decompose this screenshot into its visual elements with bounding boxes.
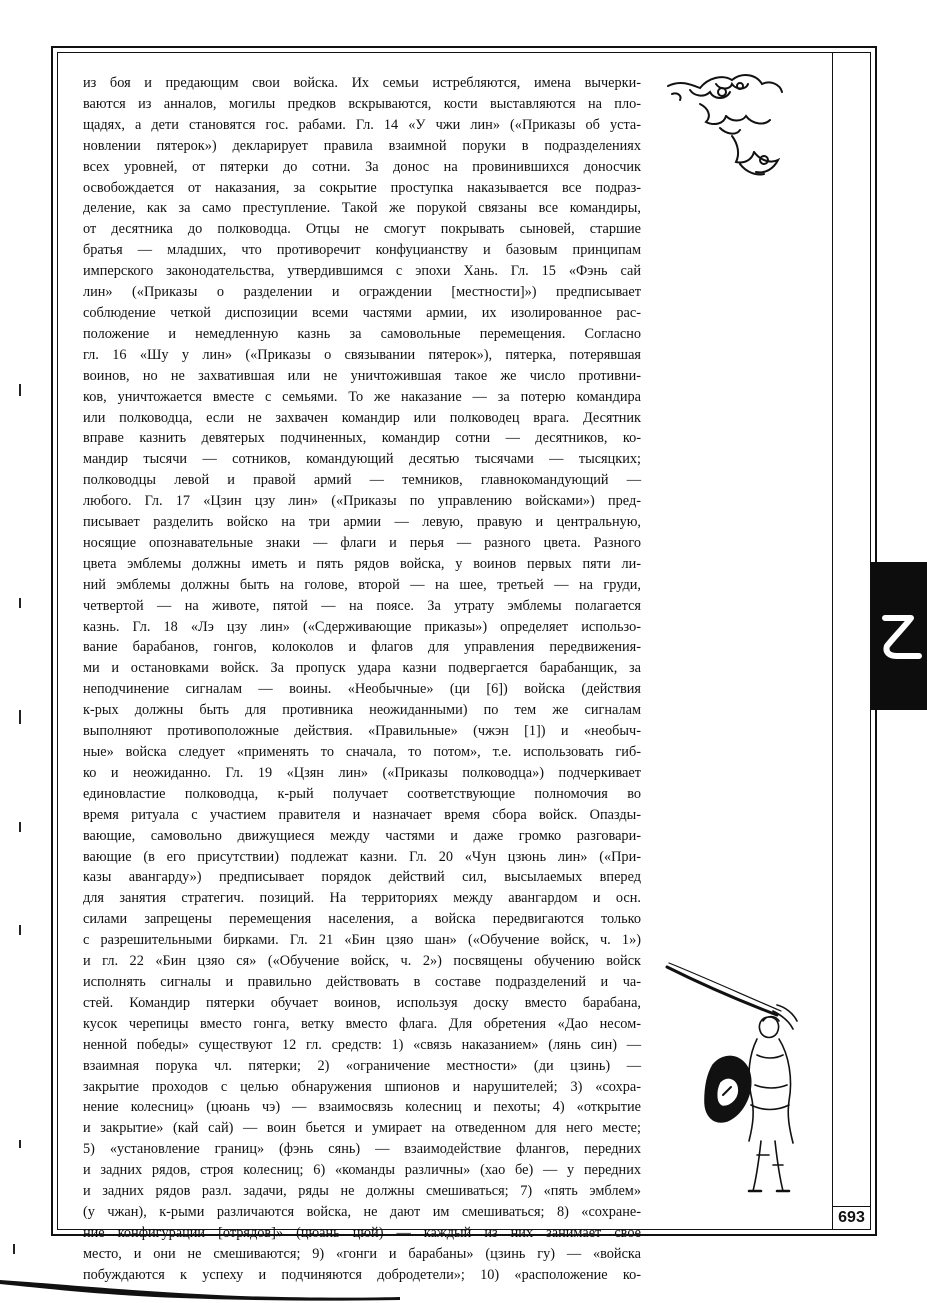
text-line: ваются из анналов, могилы предков вскрываются, кости выставляются на пло-	[83, 95, 641, 112]
text-line: с разрешительными бирками. Гл. 21 «Бин цзяо шан» («Обучение войск, ч. 1»)	[83, 932, 641, 949]
text-line: ко и неожиданно. Гл. 19 «Цзян лин» («Приказы полководца») подчеркивает	[83, 764, 641, 781]
scan-mark	[19, 384, 21, 396]
text-line: ний эмблемы должны быть на голове, второй — на шее, третьей — на груди,	[83, 576, 641, 593]
scan-mark	[19, 1140, 21, 1148]
text-line: и задних рядов, строя колесниц; 6) «команды различны» (хао бе) — у передних	[83, 1162, 641, 1179]
text-line: и закрытие» (кай сай) — воин бьется и умирает на отведенном для него месте;	[83, 1120, 641, 1137]
text-line: силами запрещены перемещения населения, а войска передвигаются только	[83, 911, 641, 928]
text-line: ми и остановками войск. За пропуск удара казни подвергается барабанщик, за	[83, 660, 641, 677]
text-line: ние конфигурации [отрядов]» (цюань цюй) — каждый из них занимает свое	[83, 1224, 641, 1241]
text-line: положение и немедленную казнь за самовольные перемещения. Согласно	[83, 325, 641, 342]
text-line: казы авангарду») предписывает порядок действий сил, высылаемых вперед	[83, 869, 641, 886]
text-line: и гл. 22 «Бин цзяо ся» («Обучение войск, ч. 2») посвящены обучению войск	[83, 953, 641, 970]
page-number: 693	[832, 1206, 871, 1230]
text-line: выполняют противоположные действия. «Правильные» (чжэн [1]) и «необыч-	[83, 723, 641, 740]
text-line: вающие, самовольно движущиеся между частями и даже громко разговари-	[83, 827, 641, 844]
text-line: для занятия стратегич. позиций. На территориях между авангардом и осн.	[83, 890, 641, 907]
text-line: (у чжан), к-рыми различаются войска, не дают им смешиваться; 8) «сохране-	[83, 1203, 641, 1220]
text-line: вправе казнить девятерых подчиненных, командир сотни — десятников, ко-	[83, 430, 641, 447]
text-line: ные» войска следует «применять то сначала, то потом», т.е. использовать гиб-	[83, 744, 641, 760]
warrior-illustration-icon	[665, 955, 825, 1200]
scan-smear	[0, 1270, 927, 1303]
text-line: писывает разделить войско на три армии — левую, правую и центральную,	[83, 514, 641, 531]
scan-mark	[19, 598, 21, 608]
text-line: полководцы левой и правой армий — темников, главнокомандующий —	[83, 472, 641, 489]
text-line: 5) «установление границ» (фэнь сянь) — взаимодействие флангов, передних	[83, 1141, 641, 1158]
text-line: четвертой — на животе, пятой — на поясе. За утрату эмблемы полагается	[83, 597, 641, 614]
scan-mark	[13, 1244, 15, 1254]
text-line: побуждаются к успеху и подчиняются добродетели»; 10) «расположение ко-	[83, 1266, 641, 1283]
text-line: деление, как за само преступление. Такой же порукой связаны все командиры,	[83, 200, 641, 217]
text-line: из боя и предающим свои войска. Их семьи истребляются, имена вычерки-	[83, 75, 641, 91]
text-line: кусок черепицы вместо гонга, ветку вместо флага. Для обретения «Дао несом-	[83, 1015, 641, 1032]
text-line: гл. 16 «Шу у лин» («Приказы о связывании пятерок»), пятерка, потерявшая	[83, 346, 641, 363]
cloud-ornament-icon	[660, 64, 790, 194]
text-line: цвета эмблемы должны иметь и пять рядов войска, у воинов первых пяти ли-	[83, 555, 641, 572]
chapter-tab	[871, 562, 927, 710]
text-line: имперского законодательства, утвердившимся с эпохи Хань. Гл. 15 «Фэнь сай	[83, 263, 641, 280]
text-line: лин» («Приказы о разделении и ограждении [местности]») предписывает	[83, 284, 641, 301]
text-line: воинов, но не захватившая или не уничтожившая такое же число противни-	[83, 367, 641, 384]
text-line: мандир тысячи — сотников, командующий десятью тысячами — тысяцких;	[83, 451, 641, 468]
scan-mark	[19, 822, 21, 832]
text-line: к-рых должны быть для противника неожиданными) по тем же сигналам	[83, 702, 641, 719]
text-line: ненной победы» существуют 12 гл. средств: 1) «связь наказанием» (лянь син) —	[83, 1036, 641, 1053]
text-line: всех уровней, от пятерки до сотни. За донос на провинившихся доносчик	[83, 158, 641, 175]
text-line: любого. Гл. 17 «Цзин цзу лин» («Приказы по управлению войсками») пред-	[83, 493, 641, 510]
margin-rule	[832, 52, 833, 1230]
scan-mark	[19, 710, 21, 724]
text-line: соблюдение четкой диспозиции всеми частями армии, их изолированное рас-	[83, 304, 641, 321]
text-line: закрытие проходов с целью обнаружения шпионов и нарушителей; 3) «сохра-	[83, 1078, 641, 1095]
text-line: или полководца, если не захвачен командир или полководец врага. Десятник	[83, 409, 641, 426]
text-line: освобождается от наказания, за сокрытие проступка наказывается все подраз-	[83, 179, 641, 196]
text-line: взаимная порука чл. пятерки; 2) «ограничение местности» (ди цзинь) —	[83, 1057, 641, 1074]
text-line: вание барабанов, гонгов, колоколов и флагов для управления передвижения-	[83, 639, 641, 656]
text-line: неподчинение сигналам — воины. «Необычные» (ци [6]) войска (действия	[83, 681, 641, 698]
text-line: от десятника до полководца. Отцы не смогут покрывать сыновей, старшие	[83, 221, 641, 238]
text-line: исполнять сигналы и правильно действовать в составе подразделений и ча-	[83, 973, 641, 990]
text-line: место, и они не смешиваются; 9) «гонги и барабаны» (цзинь гу) — «войска	[83, 1245, 641, 1262]
text-line: и задних рядов разл. задачи, ряды не должны смешиваться; 7) «пять эмблем»	[83, 1183, 641, 1200]
scan-mark	[19, 925, 21, 935]
article-text	[83, 73, 641, 1286]
text-line: ков, уничтожается вместе с семьями. То же наказание — за потерю командира	[83, 388, 641, 405]
text-line: единовластие полководца, к-рый получает соответствующие полномочия во	[83, 785, 641, 802]
text-line: стей. Командир пятерки обучает воинов, используя доску вместо барабана,	[83, 994, 641, 1011]
text-line: носящие опознавательные знаки — флаги и перья — разного цвета. Разного	[83, 534, 641, 551]
text-line: время ритуала с участием правителя и назначает время сбора войск. Опазды-	[83, 806, 641, 823]
text-line: щадях, а дети становятся гос. рабами. Гл. 14 «У чжи лин» («Приказы об уста-	[83, 116, 641, 133]
yi-glyph-icon	[871, 562, 927, 710]
text-line: нение колесниц» (цюань чэ) — взаимосвязь колесниц и пехоты; 4) «открытие	[83, 1099, 641, 1116]
text-line: казнь. Гл. 18 «Лэ цзу лин» («Сдерживающие приказы») определяет использо-	[83, 618, 641, 635]
text-line: братья — младших, что противоречит конфуцианству и базовым принципам	[83, 242, 641, 259]
text-line: новлении пятерок») декларирует правила взаимной поруки в подразделениях	[83, 137, 641, 154]
text-line: вающие (в его присутствии) подлежат казни. Гл. 20 «Чун цзюнь лин» («При-	[83, 848, 641, 865]
